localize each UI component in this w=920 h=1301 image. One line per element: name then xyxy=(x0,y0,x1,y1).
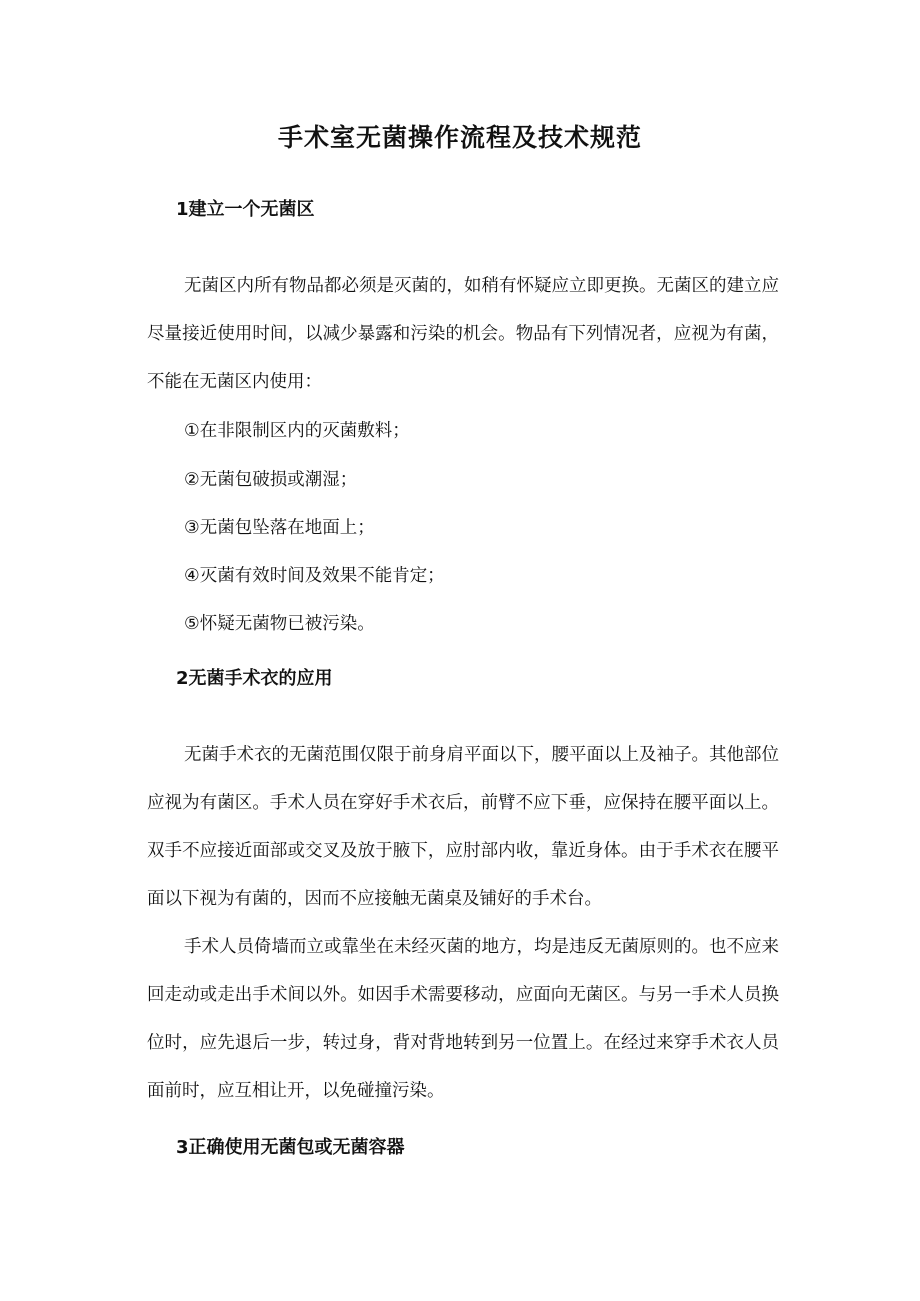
section-1-paragraph: 无菌区内所有物品都必须是灭菌的，如稍有怀疑应立即更换。无菌区的建立应尽量接近使用时间，以减少暴露和污染的机会。物品有下列情况者，应视为有菌，不能在无菌区内使用： xyxy=(147,276,779,392)
list-item: ④灭菌有效时间及效果不能肯定； xyxy=(184,566,445,586)
document-title: 手术室无菌操作流程及技术规范 xyxy=(277,123,642,152)
list-item: ⑤怀疑无菌物已被污染。 xyxy=(184,614,375,634)
list-item: ③无菌包坠落在地面上； xyxy=(184,518,375,538)
section-1-heading: 1建立一个无菌区 xyxy=(176,199,315,220)
list-item: ②无菌包破损或潮湿； xyxy=(184,470,358,490)
section-2-heading: 2无菌手术衣的应用 xyxy=(176,668,333,689)
section-3-heading: 3正确使用无菌包或无菌容器 xyxy=(176,1137,405,1158)
list-item: ①在非限制区内的灭菌敷料； xyxy=(184,421,410,441)
section-2-paragraph-2: 手术人员倚墙而立或靠坐在未经灭菌的地方，均是违反无菌原则的。也不应来回走动或走出手术间以外。如因手术需要移动，应面向无菌区。与另一手术人员换位时，应先退后一步，转过身，背对背地转到另一位置上。在经过来穿手术衣人员面前时，应互相让开，以免碰撞污染。 xyxy=(147,937,779,1101)
section-2-paragraph-1: 无菌手术衣的无菌范围仅限于前身肩平面以下，腰平面以上及袖子。其他部位应视为有菌区。手术人员在穿好手术衣后，前臂不应下垂，应保持在腰平面以上。双手不应接近面部或交叉及放于腋下，应肘部内收，靠近身体。由于手术衣在腰平面以下视为有菌的，因而不应接触无菌桌及铺好的手术台。 xyxy=(147,745,779,909)
